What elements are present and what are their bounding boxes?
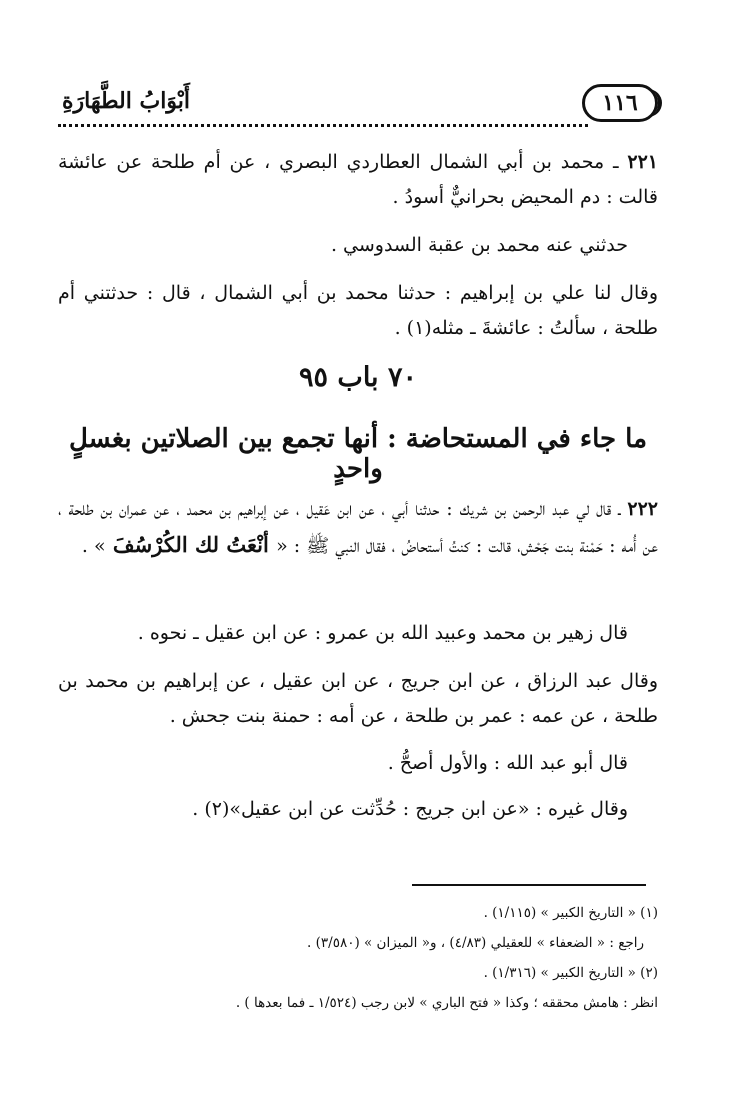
paragraph-abu-abdullah: قال أبو عبد الله : والأول أصحُّ . xyxy=(387,752,628,774)
hadith-number: ٢٢٢ xyxy=(627,498,658,520)
paragraph-221 xyxy=(58,145,658,215)
page-number-badge xyxy=(582,84,658,122)
paragraph-zuhair: قال زهير بن محمد وعبيد الله بن عمرو : عن ابن عقيل ـ نحوه . xyxy=(137,622,628,644)
paragraph-222 xyxy=(58,492,658,564)
footnote-2-ref: انظر : هامش محققه ؛ وكذا « فتح الباري » لابن رجب (١/٥٢٤ ـ فما بعدها ) . xyxy=(235,995,658,1011)
paragraph-other: وقال غيره : «عن ابن جريج : حُدِّثت عن ابن عقيل»(٢) . xyxy=(192,798,628,820)
chapter-number: ٧٠ باب ٩٥ xyxy=(299,362,417,393)
page-number: ١١٦ xyxy=(602,90,638,116)
paragraph-text: ـ قال لي عبد الرحمن بن شريك : حدثنا أبي ، عن ابن عَقيل ، عن إبراهيم بن محمد ، عن عمران بن طلحة ، عن أُمه : حَمْنة بنت جَحْش، قالت : كنتُ أستحاضُ ، فقال النبي ﷺ : « xyxy=(58,498,658,557)
running-title: أَبْوَابُ الطَّهَارَةِ xyxy=(62,88,190,114)
page-header xyxy=(58,84,658,128)
footnote-1: (١) « التاريخ الكبير » (١/١١٥) . xyxy=(483,905,658,921)
paragraph-text: ـ محمد بن أبي الشمال العطاردي البصري ، عن أم طلحة عن عائشة قالت : دم المحيض بحرانيٌّ أسودُ . xyxy=(58,151,658,208)
footnote-1-ref: راجع : « الضعفاء » للعقيلي (٤/٨٣) ، و« الميزان » (٣/٥٨٠) . xyxy=(307,935,644,951)
footnote-divider xyxy=(412,884,646,886)
paragraph-narration: حدثني عنه محمد بن عقبة السدوسي . xyxy=(330,234,628,256)
hadith-number: ٢٢١ xyxy=(627,151,658,173)
paragraph-abdulrazzaq: وقال عبد الرزاق ، عن ابن جريج ، عن ابن عقيل ، عن إبراهيم بن محمد بن طلحة ، عن عمه : عمر بن طلحة ، عن أمه : حمنة بنت جحش . xyxy=(58,670,658,727)
prophet-quote: أنْعَتُ لك الكُرْسُفَ xyxy=(105,532,277,557)
footnotes xyxy=(90,898,658,1018)
header-divider xyxy=(58,124,588,127)
paragraph-text-end: » . xyxy=(81,535,106,557)
footnote-2: (٢) « التاريخ الكبير » (١/٣١٦) . xyxy=(483,965,658,981)
paragraph-chain: وقال لنا علي بن إبراهيم : حدثنا محمد بن أبي الشمال ، قال : حدثتني أم طلحة ، سألتُ : عائشةَ ـ مثله(١) . xyxy=(58,282,658,339)
chapter-title: ما جاء في المستحاضة : أنها تجمع بين الصلاتين بغسلٍ واحدٍ xyxy=(68,424,648,484)
